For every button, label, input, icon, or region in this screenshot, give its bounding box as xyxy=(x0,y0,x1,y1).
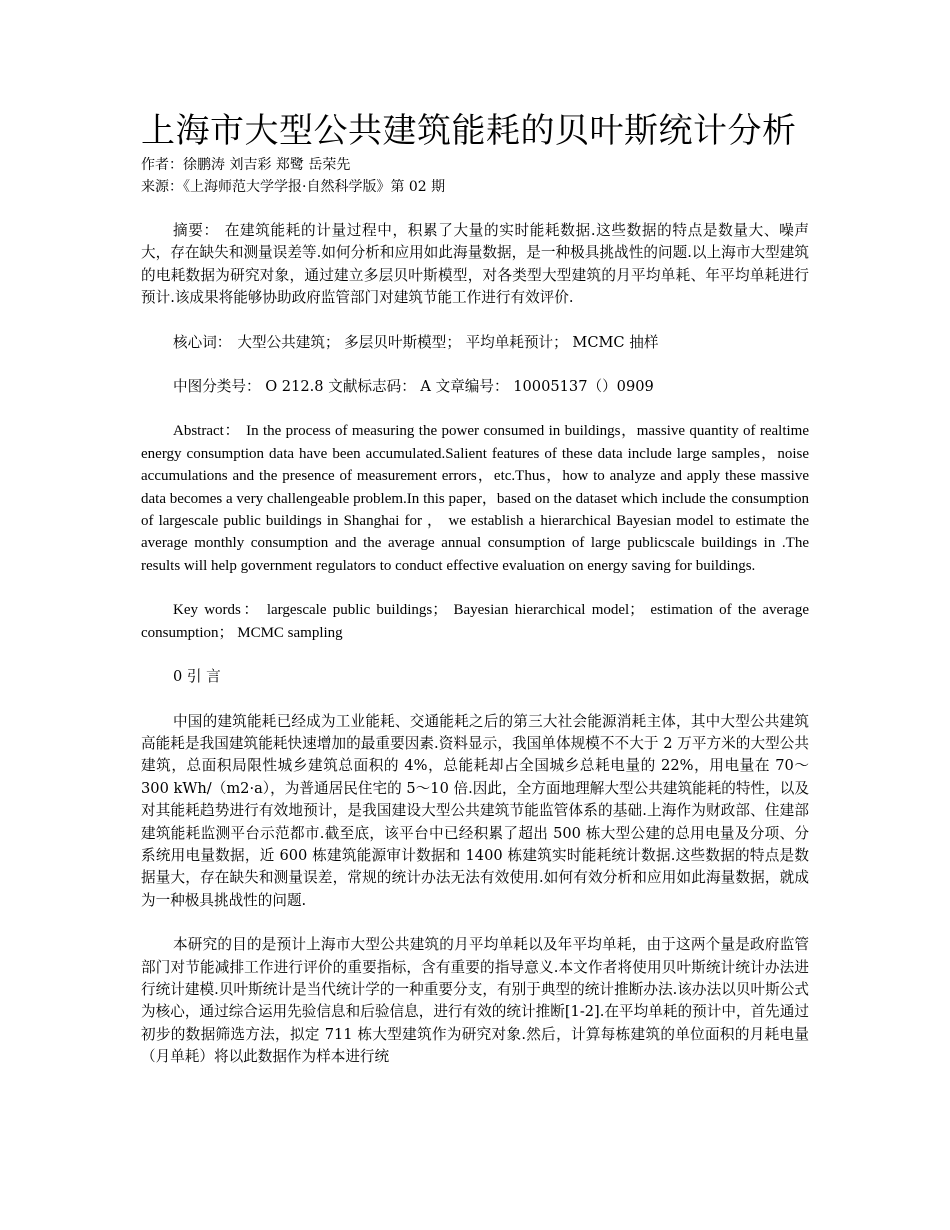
classification-line: 中图分类号： O 212.8 文献标志码： A 文章编号： 10005137（）0909 xyxy=(173,378,654,396)
keywords-en-text: largescale public buildings； Bayesian hierarchical model； estimation of the average consumption； MCMC sampling xyxy=(141,602,809,641)
spacer xyxy=(141,398,809,420)
keywords-en xyxy=(141,599,809,644)
keywords-cn xyxy=(141,332,809,354)
article-title: 上海市大型公共建筑能耗的贝叶斯统计分析 xyxy=(141,111,797,151)
spacer xyxy=(141,912,809,934)
keywords-cn-label: 核心词： xyxy=(173,333,232,351)
source-label: 来源： xyxy=(141,179,183,195)
spacer xyxy=(141,689,809,711)
spacer xyxy=(141,198,809,220)
abstract-cn-text: 在建筑能耗的计量过程中，积累了大量的实时能耗数据.这些数据的特点是数量大、噪声大，存在缺失和测量误差等.如何分析和应用如此海量数据，是一种极具挑战性的问题.以上海市大型建筑的电耗数据为研究对象，通过建立多层贝叶斯模型，对各类型大型建筑的月平均单耗、年平均单耗进行预计.该成果将能够协助政府监管部门对建筑节能工作进行有效评价. xyxy=(141,222,809,307)
abstract-cn-label: 摘要： xyxy=(173,222,219,239)
spacer xyxy=(141,577,809,599)
keywords-en-label: Key words： xyxy=(173,602,261,619)
abstract-en-text: In the process of measuring the power consumed in buildings，massive quantity of realtime energy consumption data have been accumulated.Salient features of these data include large samples，noise accumulations and the presence of measurement errors，etc.Thus，how to analyze and apply these massive data becomes a very challengeable problem.In this paper，based on the dataset which include the consumption of largescale public buildings in Shanghai for ， we establish a hierarchical Bayesian model to estimate the average monthly consumption and the average annual consumption of large publicscale buildings in .The results will help government regulators to conduct effective evaluation on energy saving for buildings. xyxy=(141,423,809,574)
source-line xyxy=(141,176,809,198)
source: 《上海师范大学学报·自然科学版》第 02 期 xyxy=(183,179,446,195)
spacer xyxy=(141,644,809,666)
article-body xyxy=(141,108,809,1069)
authors-line xyxy=(141,154,809,176)
abstract-en-label: Abstract： xyxy=(173,423,241,440)
spacer xyxy=(141,354,809,376)
authors-label: 作者： xyxy=(141,157,183,173)
spacer xyxy=(141,310,809,332)
abstract-cn xyxy=(141,220,809,310)
authors: 徐鹏涛 刘吉彩 郑鹭 岳荣先 xyxy=(183,157,351,173)
keywords-cn-text: 大型公共建筑； 多层贝叶斯模型； 平均单耗预计； MCMC 抽样 xyxy=(237,333,659,351)
section-heading: 0 引 言 xyxy=(173,668,221,686)
body-paragraph: 中国的建筑能耗已经成为工业能耗、交通能耗之后的第三大社会能源消耗主体，其中大型公共建筑高能耗是我国建筑能耗快速增加的最重要因素.资料显示，我国单体规模不不大于 2 万平方米的大型公共建筑，总面积局限性城乡建筑总面积的 4%，总能耗却占全国城乡总耗电量的 22%，用电量在 70～300 kWh/（m2·a），为普通居民住宅的 5～10 倍.因此，全方面地理解大型公共建筑能耗的特性，以及对其能耗趋势进行有效地预计，是我国建设大型公共建筑节能监管体系的基础.上海作为财政部、住建部建筑能耗监测平台示范都市.截至底，该平台中已经积累了超出 500 栋大型公建的总用电量及分项、分系统用电量数据，近 600 栋建筑能源审计数据和 1400 栋建筑实时能耗统计数据.这些数据的特点是数据量大，存在缺失和测量误差，常规的统计办法无法有效使用.如何有效分析和应用如此海量数据，就成为一种极具挑战性的问题. xyxy=(141,712,809,909)
body-paragraph: 本研究的目的是预计上海市大型公共建筑的月平均单耗以及年平均单耗，由于这两个量是政府监管部门对节能减排工作进行评价的重要指标，含有重要的指导意义.本文作者将使用贝叶斯统计统计办法进行统计建模.贝叶斯统计是当代统计学的一种重要分支，有别于典型的统计推断办法.该办法以贝叶斯公式为核心，通过综合运用先验信息和后验信息，进行有效的统计推断[1-2].在平均单耗的预计中，首先通过初步的数据筛选方法，拟定 711 栋大型建筑作为研究对象.然后，计算每栋建筑的单位面积的月耗电量（月单耗）将以此数据作为样本进行统 xyxy=(141,936,809,1066)
abstract-en xyxy=(141,420,809,577)
